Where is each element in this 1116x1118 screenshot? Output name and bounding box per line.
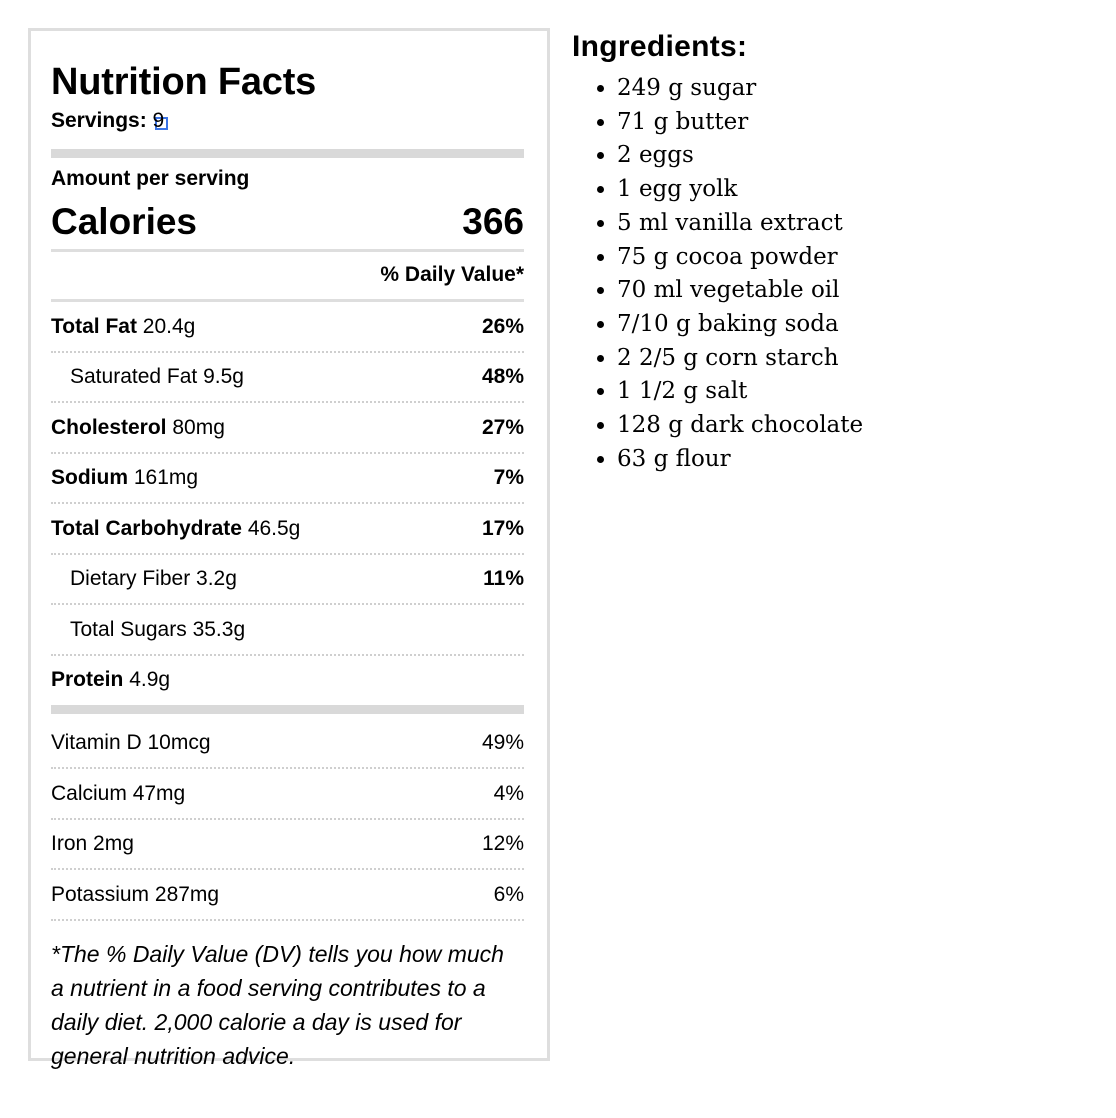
nutrient-row-dietary-fiber xyxy=(51,555,524,605)
vitamin-label: Vitamin D 10mcg xyxy=(51,731,211,754)
calories-label: Calories xyxy=(51,201,198,242)
nutrient-row-total-carbohydrate xyxy=(51,505,524,555)
nutrient-label: Total Sugars 35.3g xyxy=(70,618,246,641)
vitamin-pct: 6% xyxy=(493,883,524,906)
calories-row xyxy=(51,201,524,247)
ingredient-item: • 2 2/5 g corn starch xyxy=(617,342,1092,376)
nutrient-pct: 7% xyxy=(493,466,524,489)
nutrient-row-sodium xyxy=(51,454,524,504)
nutrient-label: Total Carbohydrate 46.5g xyxy=(51,517,301,540)
nutrient-row-protein xyxy=(51,656,524,706)
nutrient-pct: 27% xyxy=(481,416,524,439)
vitamin-label: Calcium 47mg xyxy=(51,782,186,805)
ingredient-item: • 249 g sugar xyxy=(617,72,1092,106)
ingredients-section xyxy=(572,30,1092,476)
vitamin-label: Iron 2mg xyxy=(51,832,134,855)
servings-label: Servings: xyxy=(51,109,147,132)
dotted-divider xyxy=(51,919,524,921)
ingredient-item: • 2 eggs xyxy=(617,139,1092,173)
thick-divider xyxy=(51,705,524,714)
nutrient-label: Protein 4.9g xyxy=(51,668,171,691)
ingredient-item: • 128 g dark chocolate xyxy=(617,409,1092,443)
dotted-divider xyxy=(51,868,524,870)
daily-value-header: % Daily Value* xyxy=(380,263,524,286)
nutrition-facts-label xyxy=(28,28,550,1069)
vitamin-label: Potassium 287mg xyxy=(51,883,220,906)
vitamin-pct: 4% xyxy=(493,782,524,805)
vitamin-pct: 49% xyxy=(481,731,524,754)
ingredients-title: Ingredients: xyxy=(572,30,748,63)
vitamin-pct: 12% xyxy=(481,832,524,855)
nutrient-pct: 26% xyxy=(481,315,524,338)
nutrient-row-total-sugars xyxy=(51,606,524,656)
ingredient-item: • 71 g butter xyxy=(617,106,1092,140)
amount-per-serving: Amount per serving xyxy=(51,167,250,190)
dotted-divider xyxy=(51,767,524,769)
daily-value-footnote: *The % Daily Value (DV) tells you how much a nutrient in a food serving contributes to a daily diet. 2,000 calorie a day is used for general nutrition advice. xyxy=(51,941,504,1069)
vitamin-row-iron xyxy=(51,820,524,870)
nutrient-pct: 11% xyxy=(483,567,524,590)
vitamin-row-potassium xyxy=(51,871,524,921)
vitamin-row-vitamin-d xyxy=(51,719,524,769)
dotted-divider xyxy=(51,502,524,504)
nutrient-pct: 17% xyxy=(481,517,524,540)
ingredient-item: • 70 ml vegetable oil xyxy=(617,274,1092,308)
nutrient-label: Saturated Fat 9.5g xyxy=(70,365,244,388)
servings xyxy=(51,109,164,133)
ingredient-item: • 1 1/2 g salt xyxy=(617,375,1092,409)
servings-value: 9 xyxy=(152,109,165,132)
nutrient-label: Dietary Fiber 3.2g xyxy=(70,567,237,590)
nutrient-row-total-fat xyxy=(51,303,524,353)
nutrient-row-saturated-fat xyxy=(51,353,524,403)
divider xyxy=(51,299,524,302)
dotted-divider xyxy=(51,603,524,605)
ingredient-item: • 5 ml vanilla extract xyxy=(617,207,1092,241)
ingredient-item: • 75 g cocoa powder xyxy=(617,241,1092,275)
ingredient-item: • 7/10 g baking soda xyxy=(617,308,1092,342)
nutrient-row-cholesterol xyxy=(51,404,524,454)
ingredients-list xyxy=(572,72,1092,476)
thick-divider xyxy=(51,149,524,158)
vitamin-row-calcium xyxy=(51,770,524,820)
nutrient-label: Cholesterol 80mg xyxy=(51,416,225,439)
divider xyxy=(51,249,524,252)
ingredient-item: • 63 g flour xyxy=(617,443,1092,477)
nutrition-title: Nutrition Facts xyxy=(51,61,317,103)
dotted-divider xyxy=(51,401,524,403)
nutrient-label: Sodium 161mg xyxy=(51,466,199,489)
nutrient-pct: 48% xyxy=(481,365,524,388)
ingredient-item: • 1 egg yolk xyxy=(617,173,1092,207)
calories-value: 366 xyxy=(462,201,524,242)
nutrient-label: Total Fat 20.4g xyxy=(51,315,196,338)
